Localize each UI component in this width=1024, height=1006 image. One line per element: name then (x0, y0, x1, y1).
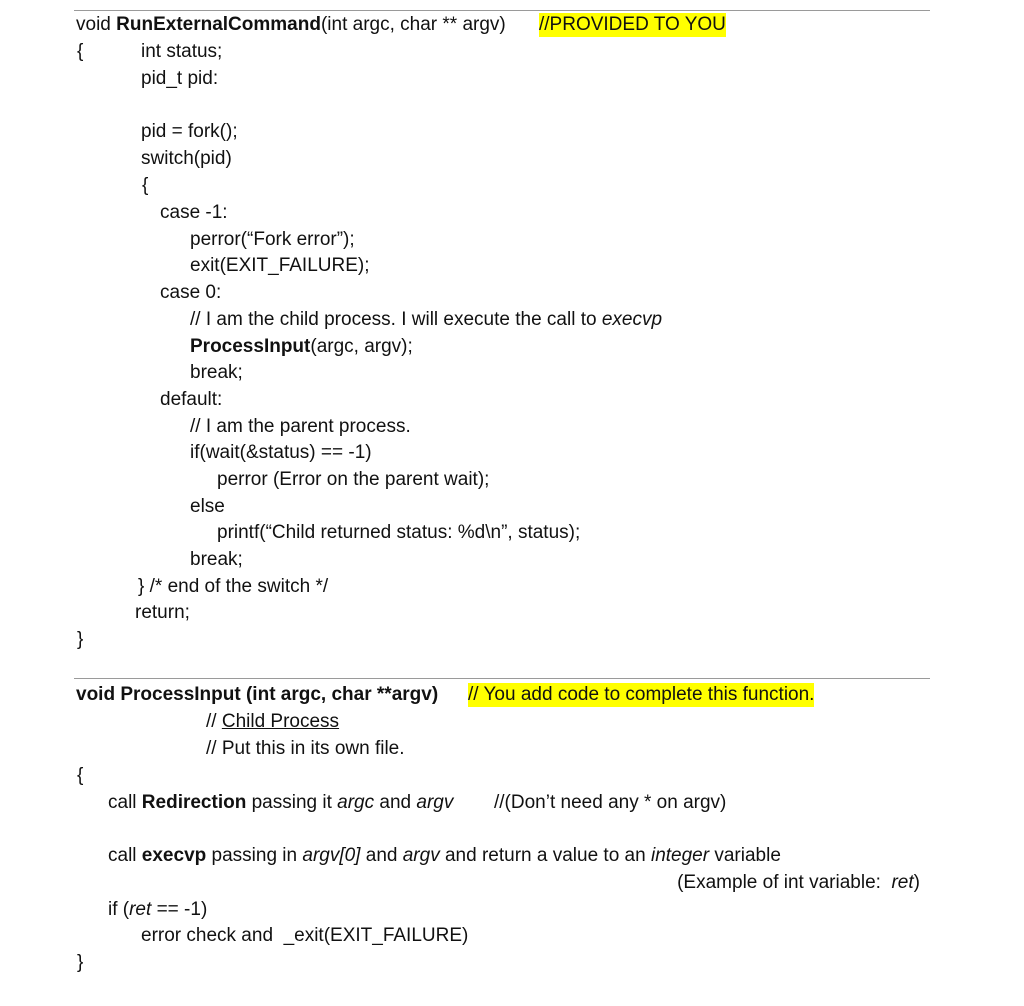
passing-in-word: passing in (206, 845, 303, 866)
redirection-line (108, 791, 453, 815)
return-line: return; (135, 602, 190, 623)
open-brace: { (77, 41, 84, 62)
exit-failure: exit(EXIT_FAILURE); (190, 255, 370, 276)
if-suffix: == -1) (151, 899, 208, 920)
printf-line: printf(“Child returned status: %d\n”, status); (217, 522, 581, 543)
else-line: else (190, 496, 225, 517)
middle-rule (74, 678, 930, 679)
provided-note: //PROVIDED TO YOU (539, 14, 726, 35)
return-value-text: and return a value to an (439, 845, 651, 866)
wait-line: if(wait(&status) == -1) (190, 442, 372, 463)
argv-word-2: argv (402, 845, 440, 866)
and-word: and (374, 792, 417, 813)
break-two: break; (190, 549, 243, 570)
sig-prefix: void (76, 14, 117, 35)
run-external-signature (76, 13, 506, 37)
fork-line: pid = fork(); (141, 121, 238, 142)
if-ret-line (108, 898, 207, 922)
argv0-word: argv[0] (302, 845, 361, 866)
argv-word: argv (416, 792, 454, 813)
comment-slashes: // (206, 711, 222, 732)
perror-parent: perror (Error on the parent wait); (217, 469, 490, 490)
decl-status: int status; (141, 41, 223, 62)
close-brace: } (77, 629, 84, 650)
run-external-fn-name: RunExternalCommand (116, 14, 321, 35)
open-brace-2: { (77, 765, 84, 786)
child-comment-text: // I am the child process. I will execute the call to (190, 309, 602, 330)
decl-pid: pid_t pid: (141, 68, 219, 89)
switch-open-brace: { (142, 175, 149, 196)
call-word: call (108, 792, 142, 813)
example-prefix: (Example of int variable: (677, 872, 892, 893)
parent-comment: // I am the parent process. (190, 416, 411, 437)
variable-word: variable (709, 845, 781, 866)
case-zero: case 0: (160, 282, 222, 303)
if-ret-word: ret (129, 899, 152, 920)
switch-end: } /* end of the switch */ (138, 576, 329, 597)
if-prefix: if ( (108, 899, 130, 920)
own-file-comment: // Put this in its own file. (206, 738, 405, 759)
process-input-call (190, 335, 413, 359)
perror-fork: perror(“Fork error”); (190, 229, 355, 250)
child-comment (190, 308, 662, 332)
switch-line: switch(pid) (141, 148, 232, 169)
example-suffix: ) (913, 872, 920, 893)
integer-word: integer (650, 845, 710, 866)
dont-need-comment: //(Don’t need any * on argv) (494, 792, 727, 813)
child-process-comment (206, 710, 339, 734)
case-neg-one: case -1: (160, 202, 228, 223)
process-input-call-args: (argc, argv); (310, 336, 413, 357)
process-input-call-name: ProcessInput (190, 336, 311, 357)
default-label: default: (160, 389, 223, 410)
error-check-line: error check and _exit(EXIT_FAILURE) (141, 925, 469, 946)
close-brace-2: } (77, 952, 84, 973)
child-comment-execvp: execvp (601, 309, 663, 330)
sig-params: (int argc, char ** argv) (320, 14, 506, 35)
passing-it-word: passing it (246, 792, 338, 813)
redirection-word: Redirection (141, 792, 247, 813)
call-word-2: call (108, 845, 142, 866)
and-word-2: and (360, 845, 403, 866)
execvp-line (108, 844, 781, 868)
add-code-note: // You add code to complete this function. (468, 684, 815, 705)
process-input-signature: void ProcessInput (int argc, char **argv) (76, 684, 439, 705)
break-one: break; (190, 362, 243, 383)
example-ret: ret (891, 872, 914, 893)
execvp-word: execvp (141, 845, 207, 866)
top-rule (74, 10, 930, 11)
example-note (677, 871, 920, 895)
argc-word: argc (337, 792, 375, 813)
child-process-text: Child Process (221, 711, 340, 732)
